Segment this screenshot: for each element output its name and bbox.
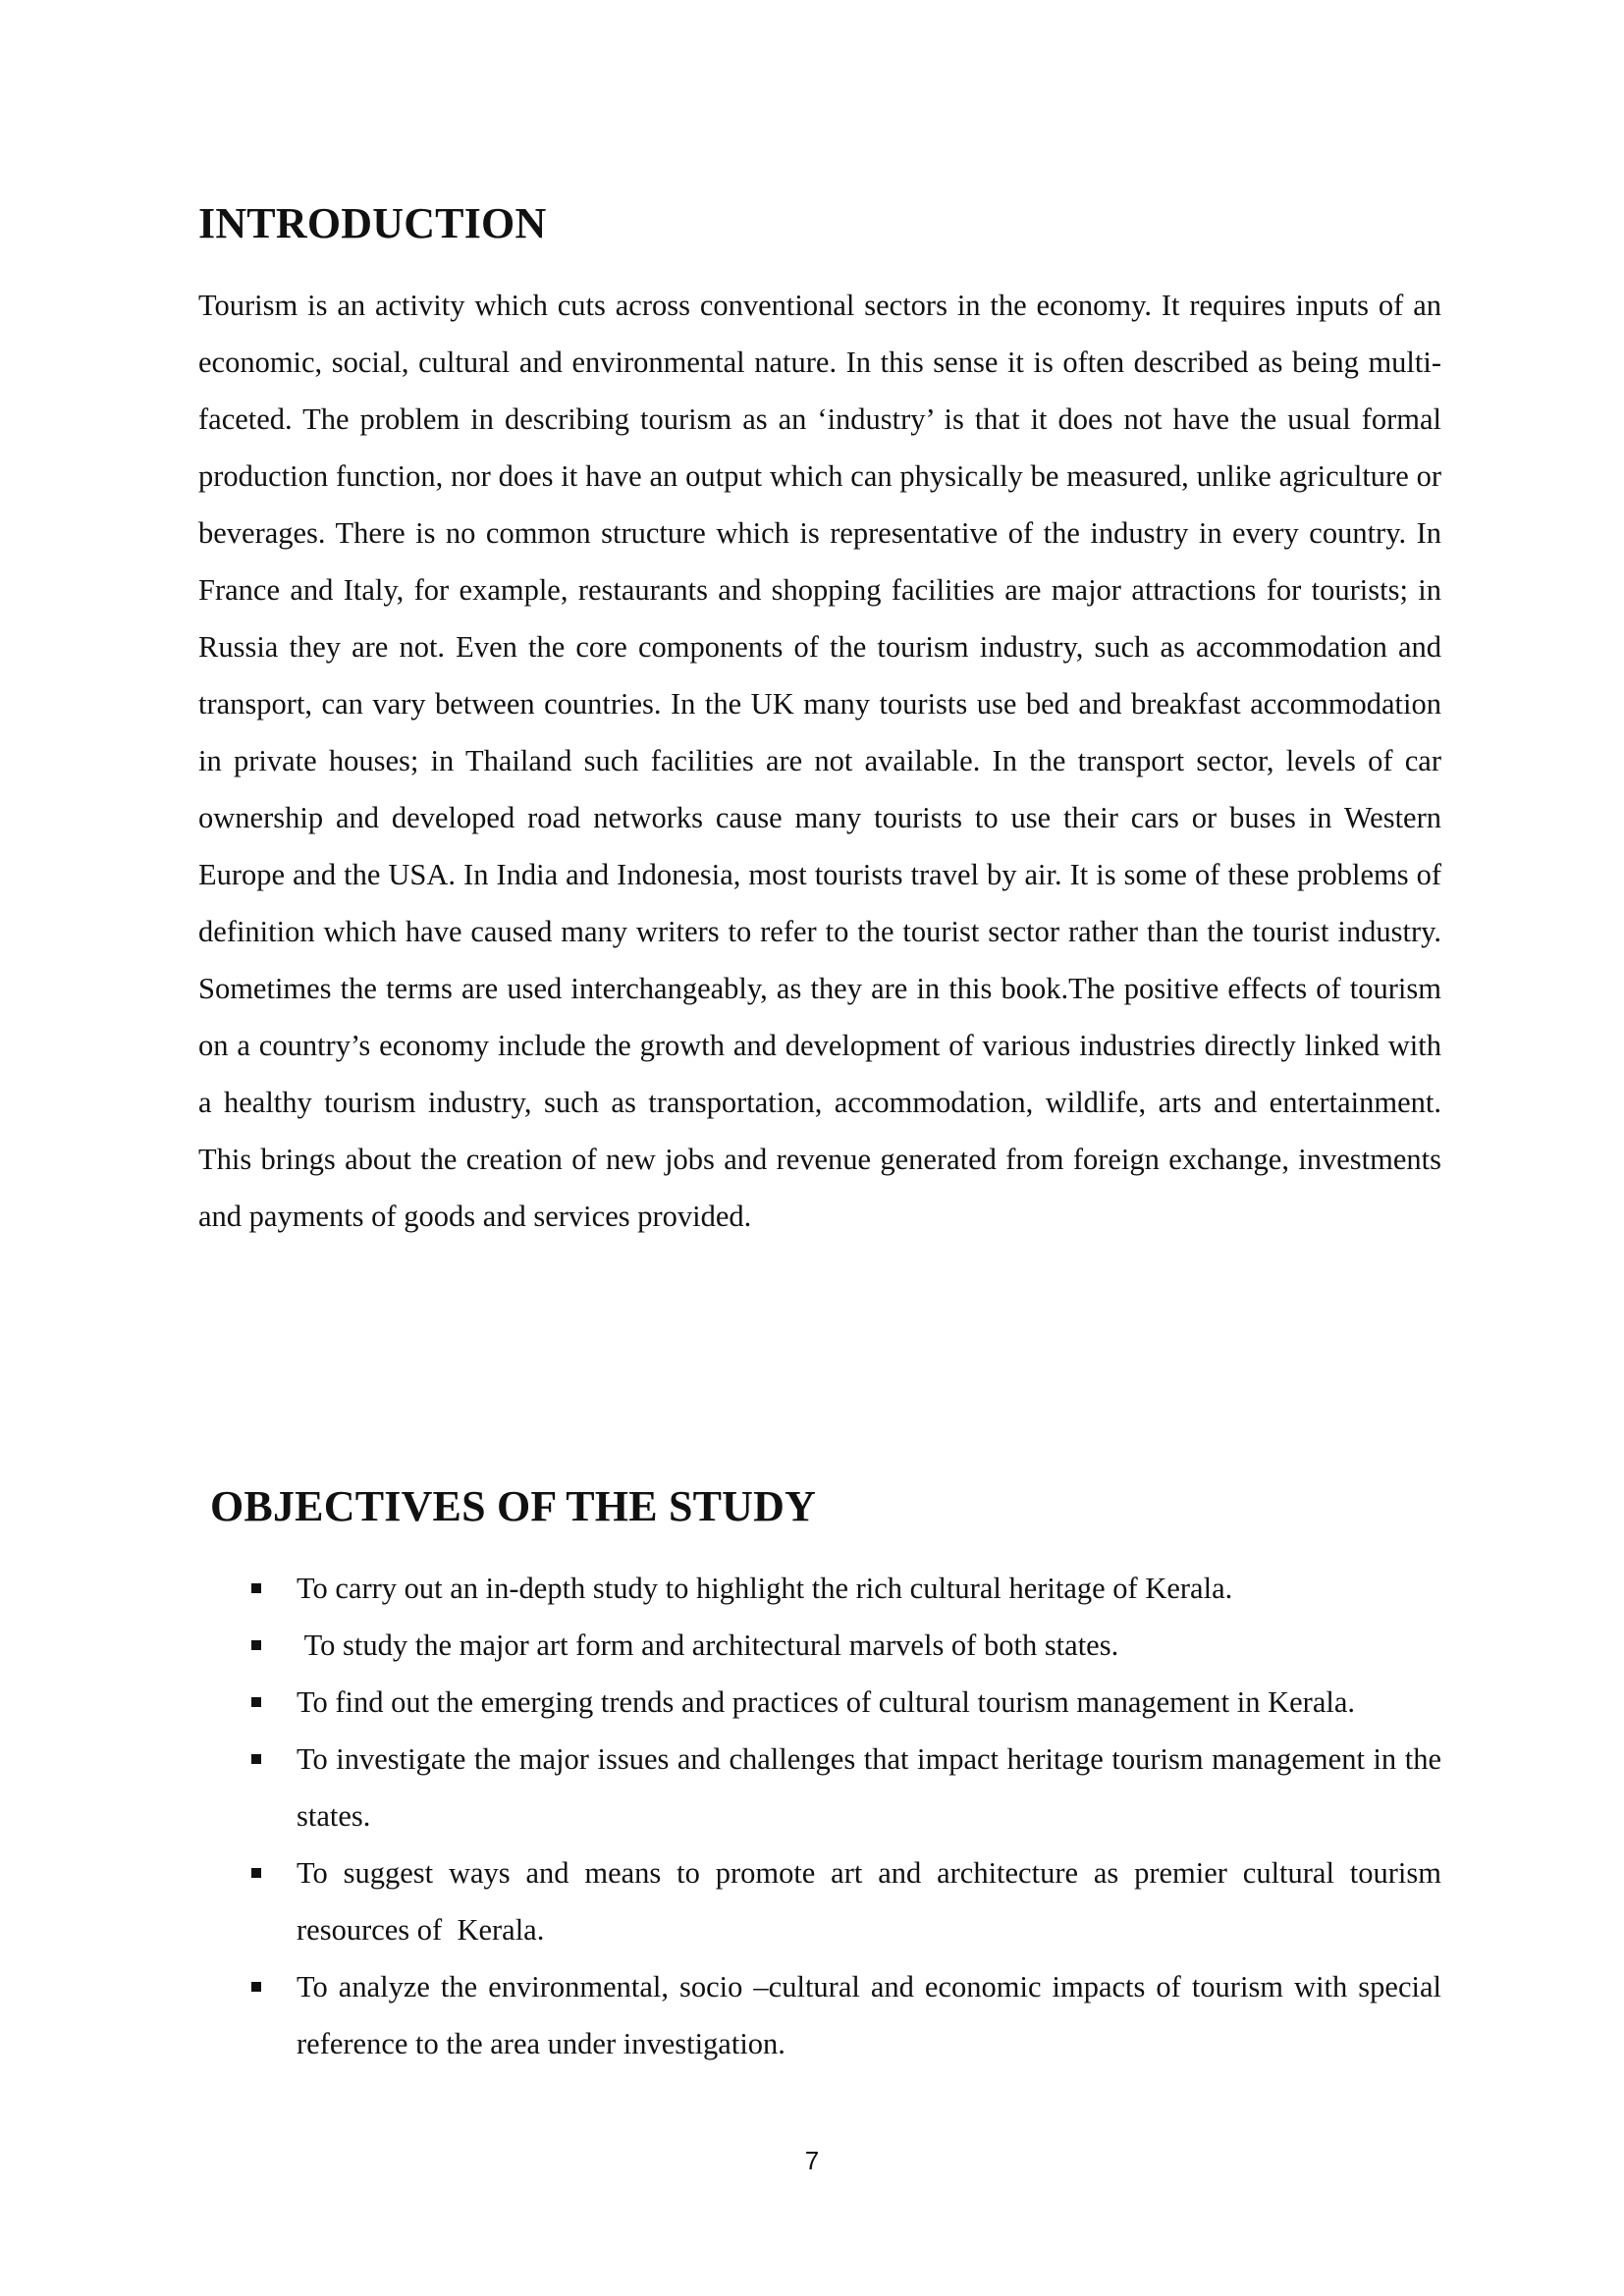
objective-item xyxy=(240,1674,1441,1731)
objective-text: To suggest ways and means to promote art and architecture as premier cultural tourism resources of Kerala. xyxy=(297,1856,1449,1947)
objective-item xyxy=(240,1560,1441,1617)
objectives-heading: OBJECTIVES OF THE STUDY xyxy=(210,1482,817,1530)
square-bullet-icon xyxy=(251,1583,261,1593)
objective-item xyxy=(240,1617,1441,1674)
objective-text: To carry out an in-depth study to highlight the rich cultural heritage of Kerala. xyxy=(297,1572,1233,1605)
introduction-heading: INTRODUCTION xyxy=(198,199,547,247)
objective-text: To study the major art form and architectural marvels of both states. xyxy=(297,1629,1119,1662)
objectives-list xyxy=(240,1560,1449,2072)
objective-text: To analyze the environmental, socio –cultural and economic impacts of tourism with special reference to the area under investigation. xyxy=(297,1970,1441,2060)
square-bullet-icon xyxy=(251,1982,261,1992)
objective-item xyxy=(240,1958,1441,2072)
page-number: 7 xyxy=(804,2146,820,2175)
objective-text: To investigate the major issues and challenges that impact heritage tourism management in the states. xyxy=(297,1742,1441,1833)
objective-item xyxy=(240,1844,1449,1958)
square-bullet-icon xyxy=(251,1754,261,1764)
square-bullet-icon xyxy=(251,1697,261,1707)
square-bullet-icon xyxy=(251,1868,261,1878)
objective-item xyxy=(240,1731,1441,1844)
square-bullet-icon xyxy=(251,1640,261,1650)
objective-text: To find out the emerging trends and practices of cultural tourism management in Kerala. xyxy=(297,1685,1356,1719)
introduction-paragraph: Tourism is an activity which cuts across conventional sectors in the economy. It requires inputs of an economic, social, cultural and environmental nature. In this sense it is often described as being multi-faceted. The problem in describing tourism as an ‘industry’ is that it does not have the usual formal production function, nor does it have an output which can physically be measured, unlike agriculture or beverages. There is no common structure which is representative of the industry in every country. In France and Italy, for example, restaurants and shopping facilities are major attractions for tourists; in Russia they are not. Even the core components of the tourism industry, such as accommodation and transport, can vary between countries. In the UK many tourists use bed and breakfast accommodation in private houses; in Thailand such facilities are not available. In the transport sector, levels of car ownership and developed road networks cause many tourists to use their cars or buses in Western Europe and the USA. In India and Indonesia, most tourists travel by air. It is some of these problems of definition which have caused many writers to refer to the tourist sector rather than the tourist industry. Sometimes the terms are used interchangeably, as they are in this book.The positive effects of tourism on a country’s economy include the growth and development of various industries directly linked with a healthy tourism industry, such as transportation, accommodation, wildlife, arts and entertainment. This brings about the creation of new jobs and revenue generated from foreign exchange, investments and payments of goods and services provided. xyxy=(198,289,1441,1233)
